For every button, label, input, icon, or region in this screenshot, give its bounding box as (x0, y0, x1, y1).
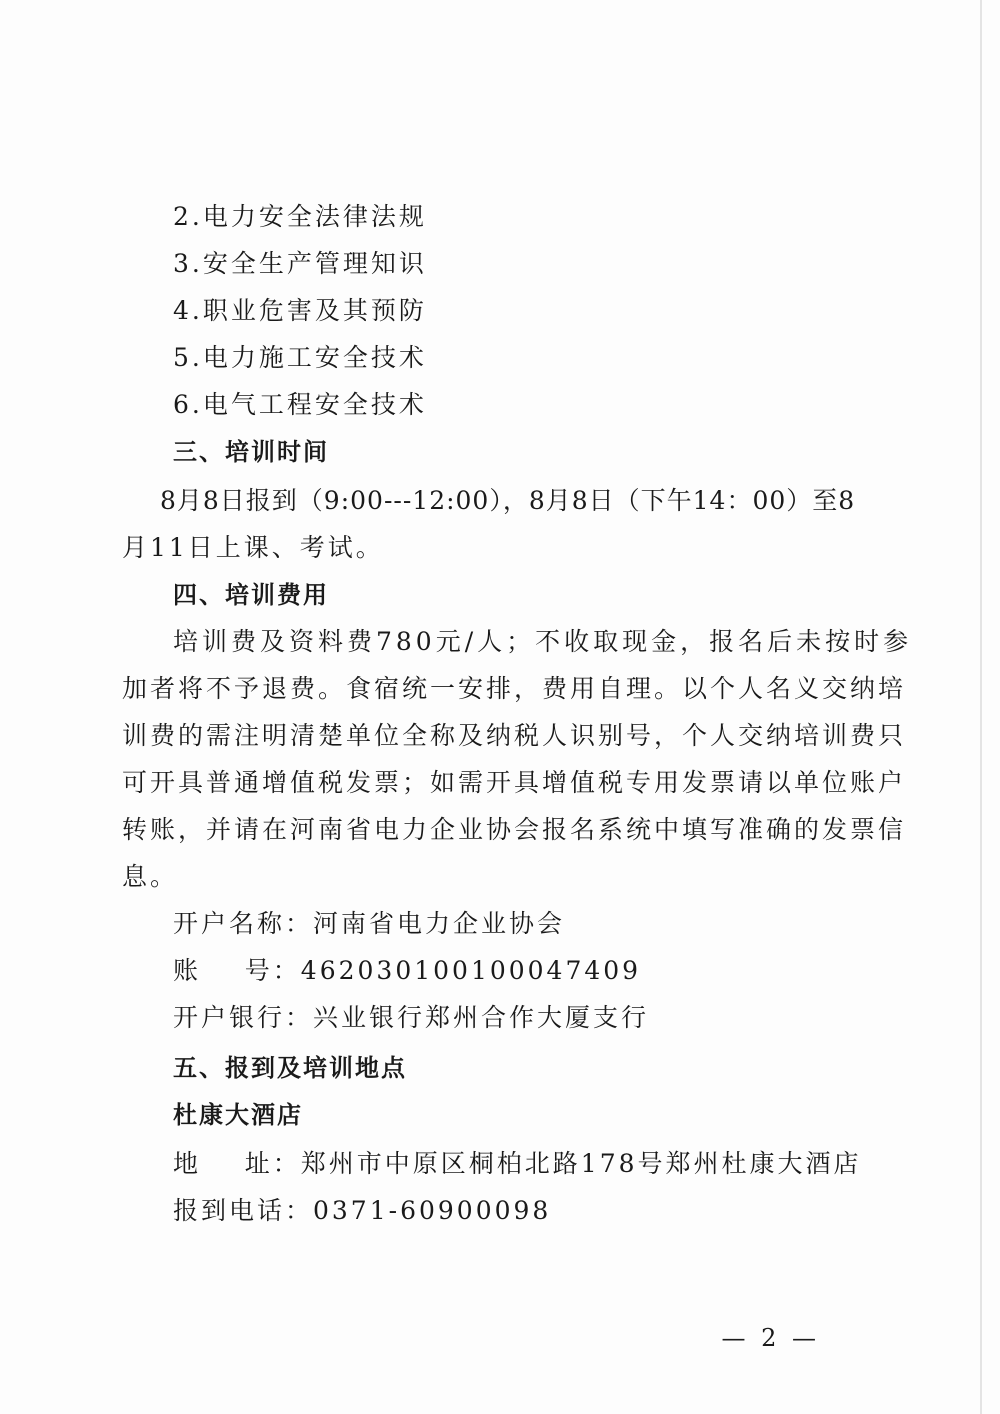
paragraph-line: 息。 (122, 862, 179, 891)
page-number: — 2 — (721, 1324, 820, 1352)
paragraph-line: 加者将不予退费。食宿统一安排，费用自理。以个人名义交纳培 (122, 674, 907, 703)
list-item: 6.电气工程安全技术 (173, 390, 427, 419)
list-item: 5.电力施工安全技术 (173, 343, 427, 372)
paragraph-line: 训费的需注明清楚单位全称及纳税人识别号，个人交纳培训费只 (122, 721, 907, 750)
paragraph-line: 8月8日报到（9:00---12:00），8月8日（下午14：00）至8 (160, 486, 856, 515)
list-item: 4.职业危害及其预防 (173, 296, 427, 325)
account-number: 账 号：462030100100047409 (173, 956, 642, 985)
bank-name: 开户银行：兴业银行郑州合作大厦支行 (173, 1003, 650, 1032)
paragraph-line: 转账，并请在河南省电力企业协会报名系统中填写准确的发票信 (122, 815, 907, 844)
paragraph-line: 可开具普通增值税发票；如需开具增值税专用发票请以单位账户 (122, 768, 907, 797)
section-heading-training-fee: 四、培训费用 (173, 581, 329, 609)
paragraph-line: 月11日上课、考试。 (122, 533, 384, 562)
hotel-address: 地 址：郑州市中原区桐柏北路178号郑州杜康大酒店 (173, 1149, 862, 1178)
checkin-phone: 报到电话：0371-60900098 (173, 1196, 552, 1225)
hotel-name: 杜康大酒店 (173, 1101, 303, 1129)
account-name: 开户名称：河南省电力企业协会 (173, 909, 566, 938)
page-edge (980, 0, 982, 1414)
section-heading-location: 五、报到及培训地点 (173, 1054, 407, 1082)
list-item: 3.安全生产管理知识 (173, 249, 427, 278)
section-heading-training-time: 三、培训时间 (173, 438, 329, 466)
list-item: 2.电力安全法律法规 (173, 202, 427, 231)
paragraph-line: 培训费及资料费780元/人；不收取现金，报名后未按时参 (173, 627, 913, 656)
